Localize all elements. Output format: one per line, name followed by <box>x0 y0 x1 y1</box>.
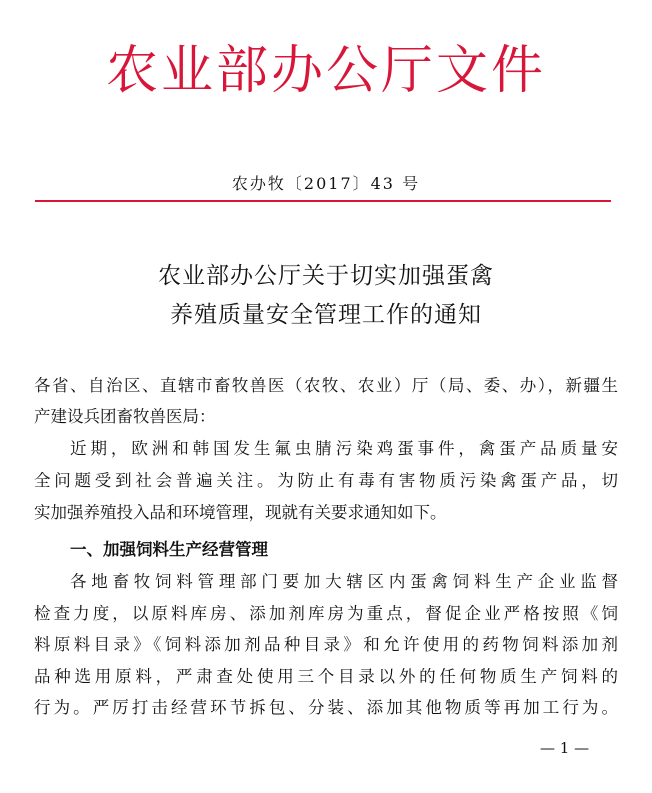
section-line: 各地畜牧饲料管理部门要加大辖区内蛋禽饲料生产企业监督 <box>70 572 618 591</box>
section-line: 料原料目录》《饲料添加剂品种目录》和允许使用的药物饲料添加剂 <box>34 635 618 654</box>
page-number: — 1 — <box>540 739 590 757</box>
document-header-title: 农业部办公厅文件 <box>105 41 546 101</box>
intro-line: 全问题受到社会普遍关注。为防止有毒有害物质污染禽蛋产品，切 <box>34 471 618 490</box>
addressee-line: 产建设兵团畜牧兽医局： <box>34 407 216 426</box>
intro-line: 实加强养殖投入品和环境管理，现就有关要求通知如下。 <box>34 503 447 522</box>
red-divider-line <box>35 200 611 202</box>
notice-title-line-1: 农业部办公厅关于切实加强蛋禽 <box>158 263 494 289</box>
intro-line: 近期，欧洲和韩国发生氟虫腈污染鸡蛋事件，禽蛋产品质量安 <box>70 439 618 458</box>
section-line: 检查力度，以原料库房、添加剂库房为重点，督促企业严格按照《饲 <box>34 604 618 623</box>
section-line: 行为。严厉打击经营环节拆包、分装、添加其他物质等再加工行为。 <box>34 698 618 717</box>
section-line: 品种选用原料，严肃查处使用三个目录以外的任何物质生产饲料的 <box>34 667 618 686</box>
document-number: 农办牧〔2017〕43 号 <box>231 174 421 193</box>
section-heading: 一、加强饲料生产经营管理 <box>70 540 268 559</box>
addressee-line: 各省、自治区、直辖市畜牧兽医（农牧、农业）厅（局、委、办），新疆生 <box>34 376 618 395</box>
notice-title-line-2: 养殖质量安全管理工作的通知 <box>170 302 482 328</box>
